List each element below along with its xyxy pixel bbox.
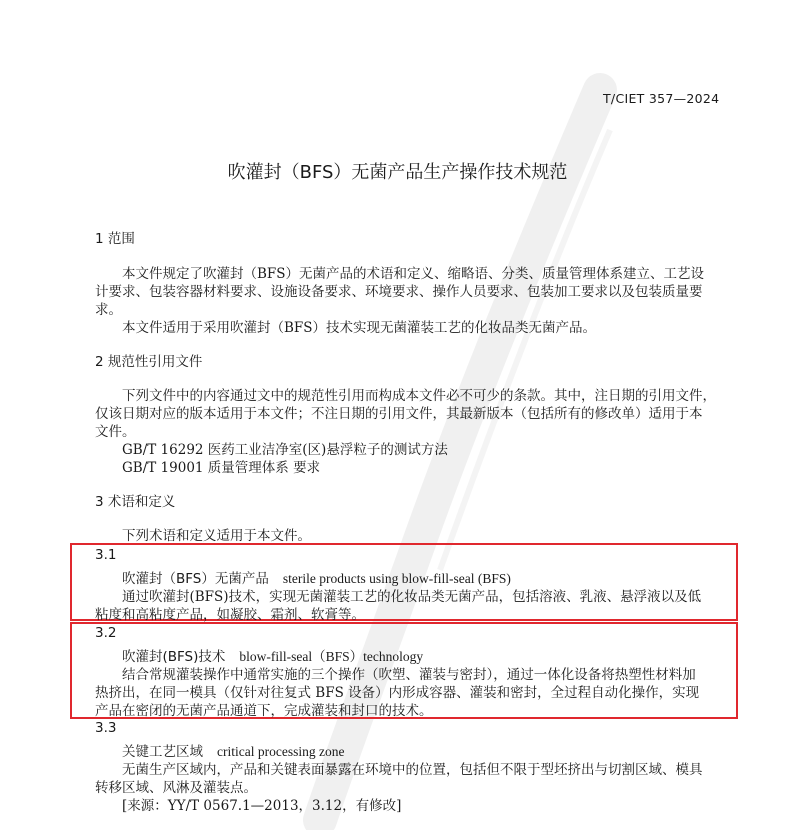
terms-intro: 下列术语和定义适用于本文件。 <box>122 528 311 544</box>
term-definition-line: 热挤出，在同一模具（仅针对往复式 BFS 设备）内形成容器、灌装和密封，全过程自动化操作，实现 <box>95 685 700 701</box>
normative-paragraph-line: 下列文件中的内容通过文中的规范性引用而构成本文件必不可少的条款。其中，注日期的引用文件， <box>122 388 716 404</box>
section-heading-scope: 1 范围 <box>95 231 135 247</box>
term-english: sterile products using blow-fill-seal (BFS) <box>282 571 511 586</box>
term-definition-line: 无菌生产区域内，产品和关键表面暴露在环境中的位置，包括但不限于型坯挤出与切割区域、模具 <box>122 762 703 778</box>
section-heading-terms: 3 术语和定义 <box>95 494 176 510</box>
normative-paragraph-line: 文件。 <box>95 424 136 440</box>
normative-reference: GB/T 19001 质量管理体系 要求 <box>122 460 321 476</box>
term-number: 3.1 <box>95 547 117 563</box>
term-number: 3.3 <box>95 720 117 736</box>
scope-paragraph-line: 本文件规定了吹灌封（BFS）无菌产品的术语和定义、缩略语、分类、质量管理体系建立、工艺设 <box>122 266 705 282</box>
term-number: 3.2 <box>95 625 117 641</box>
standard-code: T/CIET 357—2024 <box>603 91 720 106</box>
term-chinese: 吹灌封（BFS）无菌产品 <box>122 571 269 587</box>
term-source: [来源：YY/T 0567.1—2013，3.12，有修改] <box>122 798 402 814</box>
term-title <box>122 645 423 665</box>
term-title <box>122 740 344 760</box>
term-definition-line: 结合常规灌装操作中通常实施的三个操作（吹塑、灌装与密封），通过一体化设备将热塑性材料加 <box>122 667 696 683</box>
term-definition-line: 产品在密闭的无菌产品通道下，完成灌装和封口的技术。 <box>95 703 433 719</box>
normative-paragraph-line: 仅该日期对应的版本适用于本文件；不注日期的引用文件，其最新版本（包括所有的修改单）适用于本 <box>95 406 703 422</box>
scope-applicability: 本文件适用于采用吹灌封（BFS）技术实现无菌灌装工艺的化妆品类无菌产品。 <box>122 320 597 336</box>
term-chinese: 吹灌封(BFS)技术 <box>122 649 226 665</box>
normative-reference: GB/T 16292 医药工业洁净室(区)悬浮粒子的测试方法 <box>122 442 448 458</box>
term-definition-line: 通过吹灌封(BFS)技术，实现无菌灌装工艺的化妆品类无菌产品，包括溶液、乳液、悬浮液以及低 <box>122 589 702 605</box>
term-english: critical processing zone <box>217 744 345 759</box>
term-chinese: 关键工艺区域 <box>122 744 203 760</box>
term-title <box>122 567 511 587</box>
term-english: blow-fill-seal（BFS）technology <box>239 649 424 664</box>
document-title: 吹灌封（BFS）无菌产品生产操作技术规范 <box>227 162 568 183</box>
section-heading-normative: 2 规范性引用文件 <box>95 354 203 370</box>
scope-paragraph-line: 计要求、包装容器材料要求、设施设备要求、环境要求、操作人员要求、包装加工要求以及包装质量要 <box>95 284 703 300</box>
scope-paragraph-line: 求。 <box>95 302 122 318</box>
term-definition-line: 粘度和高粘度产品，如凝胶、霜剂、软膏等。 <box>95 607 365 623</box>
term-definition-line: 转移区域、风淋及灌装点。 <box>95 780 257 796</box>
